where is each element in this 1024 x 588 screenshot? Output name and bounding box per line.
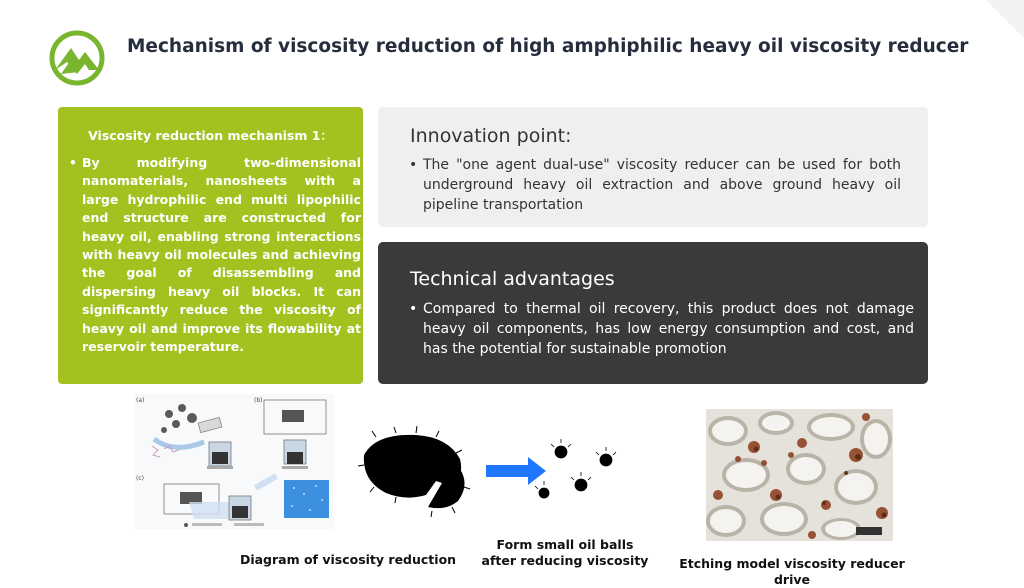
heavy-oil-block (358, 426, 470, 517)
oil-ball-diagram (356, 425, 626, 525)
oil-balls-caption-line2: after reducing viscosity (481, 553, 649, 568)
innovation-paragraph: The "one agent dual-use" viscosity reducer can be used for both underground heavy oil extraction and above ground heavy oil pipeline transportation (423, 157, 901, 213)
technical-heading: Technical advantages (410, 268, 615, 290)
mechanism-text (69, 154, 361, 356)
bullet: • (409, 157, 418, 173)
panel-label-b: (b) (254, 397, 263, 404)
innovation-heading: Innovation point: (410, 125, 572, 147)
innovation-text (409, 155, 901, 215)
oil-balls-caption-line1: Form small oil balls (496, 537, 634, 552)
etching-caption: Etching model viscosity reducer drive (679, 556, 905, 587)
technical-text (409, 299, 914, 359)
bullet: • (69, 155, 77, 170)
oil-balls-caption (475, 537, 655, 569)
bullet: • (409, 301, 418, 317)
mechanism-heading: Viscosity reduction mechanism 1： (88, 128, 333, 143)
mechanism-box (58, 107, 363, 384)
technical-box (378, 242, 928, 384)
slide-title: Mechanism of viscosity reduction of high amphiphilic heavy oil viscosity reducer (127, 36, 969, 57)
viscosity-reduction-diagram (134, 394, 334, 529)
panel-label-a: (a) (136, 397, 145, 404)
innovation-box (378, 107, 928, 227)
page-corner-fold (986, 0, 1024, 38)
small-oil-balls (535, 439, 616, 498)
technical-paragraph: Compared to thermal oil recovery, this product does not damage heavy oil components, has low energy consumption and cost, and has the potential for sustainable promotion (423, 301, 914, 357)
etching-model-photo (706, 409, 893, 541)
mechanism-paragraph: By modifying two-dimensional nanomaterials, nanosheets with a large hydrophilic end multi lipophilic end structure are constructed for heavy oil, enabling strong interactions with heavy oil molecules and achieving the goal of disassembling and dispersing heavy oil blocks. It can significantly reduce the viscosity of heavy oil and improve its flowability at reservoir temperature. (82, 155, 361, 355)
diagram-caption: Diagram of viscosity reduction (239, 552, 457, 567)
mountain-logo-icon (49, 30, 105, 86)
arrow-icon (486, 457, 546, 485)
panel-label-c: (c) (136, 475, 144, 482)
